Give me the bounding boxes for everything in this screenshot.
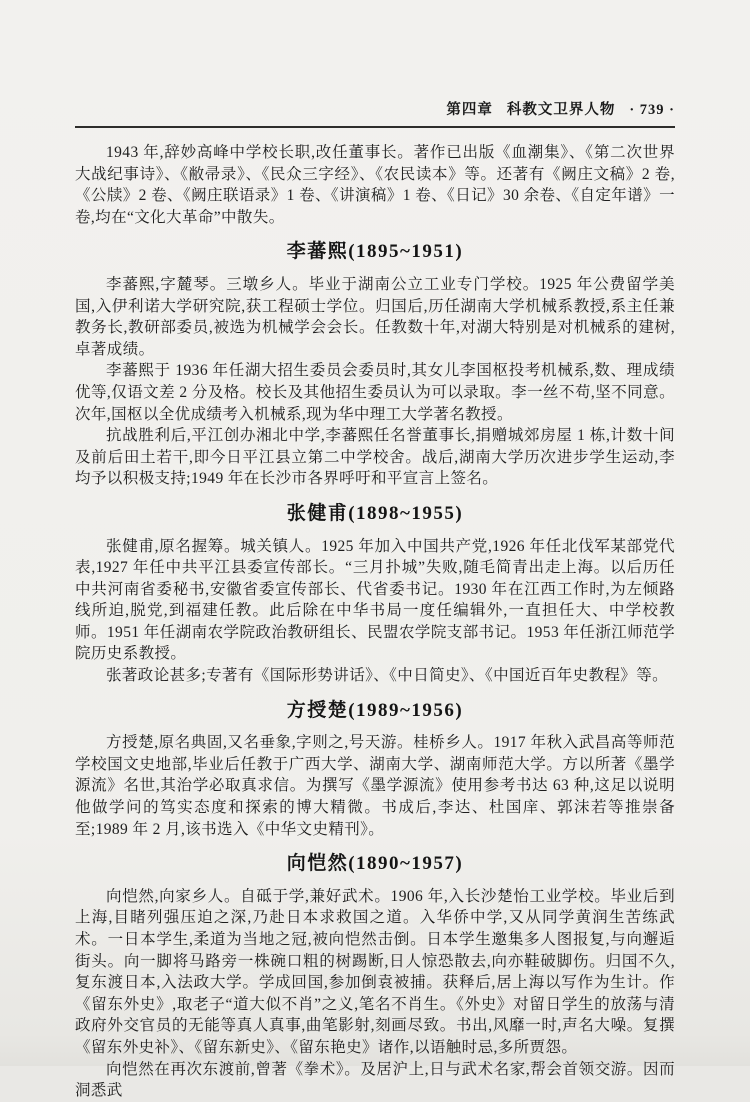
paragraph-xiang-kairan-1: 向恺然,向家乡人。自砥于学,兼好武术。1906 年,入长沙楚怡工业学校。毕业后到上海,目睹列强压迫之深,乃赴日本求救国之道。入华侨中学,又从同学黄润生苦练武术。一日本学生,柔道为当地之冠,被向恺然击倒。日本学生邀集多人图报复,与向邂逅街头。向一脚将马路旁一株碗口粗的树踢断,日人惊恐散去,向亦鞋破脚伤。归国不久,复东渡日本,入法政大学。学成回国,参加倒袁被捕。获释后,居上海以写作为生计。作《留东外史》,取老子“道大似不肖”之义,笔名不肖生。《外史》对留日学生的放荡与清政府外交官员的无能等真人真事,曲笔影射,刻画尽致。书出,风靡一时,声名大噪。复撰《留东外史补》、《留东新史》、《留东艳史》诸作,以语触时忌,多所贾怨。 — [75, 887, 675, 1056]
header-page-number: · 739 · — [629, 102, 675, 118]
intro-paragraph: 1943 年,辞妙高峰中学校长职,改任董事长。著作已出版《血潮集》、《第二次世界大战纪事诗》、《敝帚录》、《民众三字经》、《农民读本》等。还著有《阙庄文稿》2 卷,《公牍》2 卷、《阙庄联语录》1 卷、《讲演稿》1 卷、《日记》30 余卷、《自定年谱》一卷,均在“文化大革命”中散失。 — [75, 144, 675, 226]
header-chapter: 第四章 — [446, 102, 493, 118]
header-rule — [75, 126, 675, 128]
paragraph-fang-shouchu-1: 方授楚,原名典固,又名垂象,字则之,号天游。桂桥乡人。1917 年秋入武昌高等师范学校国文史地部,毕业后任教于广西大学、湖南大学、湖南师范大学。方以所著《墨学源流》名世,其治学必取真求信。为撰写《墨学源流》使用参考书达 63 种,这足以说明他做学问的笃实态度和探索的博大精微。书成后,李达、杜国庠、郭沫若等推崇备至;1989 年 2 月,该书选入《中华文史精刊》。 — [75, 734, 675, 838]
section-heading-xiang-kairan: 向恺然(1890~1957) — [286, 853, 464, 875]
paragraph-li-fanxi-2: 李蕃熙于 1936 年任湖大招生委员会委员时,其女儿李国枢投考机械系,数、理成绩优等,仅语文差 2 分及格。校长及其他招生委员认为可以录取。李一丝不苟,坚不同意。次年,国枢以全优成绩考入机械系,现为华中理工大学著名教授。 — [75, 362, 675, 423]
section-heading-li-fanxi: 李蕃熙(1895~1951) — [286, 241, 464, 263]
page-header — [75, 0, 675, 119]
paragraph-zhang-jianfu-2: 张著政论甚多;专著有《国际形势讲话》、《中日简史》、《中国近百年史教程》等。 — [106, 667, 669, 685]
paragraph-li-fanxi-1: 李蕃熙,字麓琴。三墩乡人。毕业于湖南公立工业专门学校。1925 年公费留学美国,入伊利诺大学研究院,获工程硕士学位。归国后,历任湖南大学机械系教授,系主任兼教务长,教研部委员,被选为机械学会会长。任教数十年,对湖大特别是对机械系的建树,卓著成绩。 — [75, 275, 675, 358]
page-body — [75, 142, 675, 1102]
paragraph-xiang-kairan-2: 向恺然在再次东渡前,曾著《拳术》。及居沪上,日与武术名家,帮会首领交游。因而洞悉武 — [75, 1060, 675, 1100]
paragraph-zhang-jianfu-1: 张健甫,原名握筹。城关镇人。1925 年加入中国共产党,1926 年任北伐军某部党代表,1927 年任中共平江县委宣传部长。“三月扑城”失败,随毛简青出走上海。以后历任中共河南省委秘书,安徽省委宣传部长、代省委书记。1930 年在江西工作时,为左倾路线所迫,脱党,到福建任教。此后除在中华书局一度任编辑外,一直担任大、中学校教师。1951 年任湖南农学院政治教研组长、民盟农学院支部书记。1953 年任浙江师范学院历史系教授。 — [75, 537, 675, 663]
header-section-title: 科教文卫界人物 — [506, 102, 616, 118]
paragraph-li-fanxi-3: 抗战胜利后,平江创办湘北中学,李蕃熙任名誉董事长,捐赠城郊房屋 1 栋,计数十间及前后田土若干,即今日平江县立第二中学校舍。战后,湖南大学历次进步学生运动,李均予以积极支持;1949 年在长沙市各界呼吁和平宣言上签名。 — [75, 427, 675, 488]
section-heading-fang-shouchu: 方授楚(1989~1956) — [286, 699, 464, 721]
section-heading-zhang-jianfu: 张健甫(1898~1955) — [286, 502, 464, 524]
